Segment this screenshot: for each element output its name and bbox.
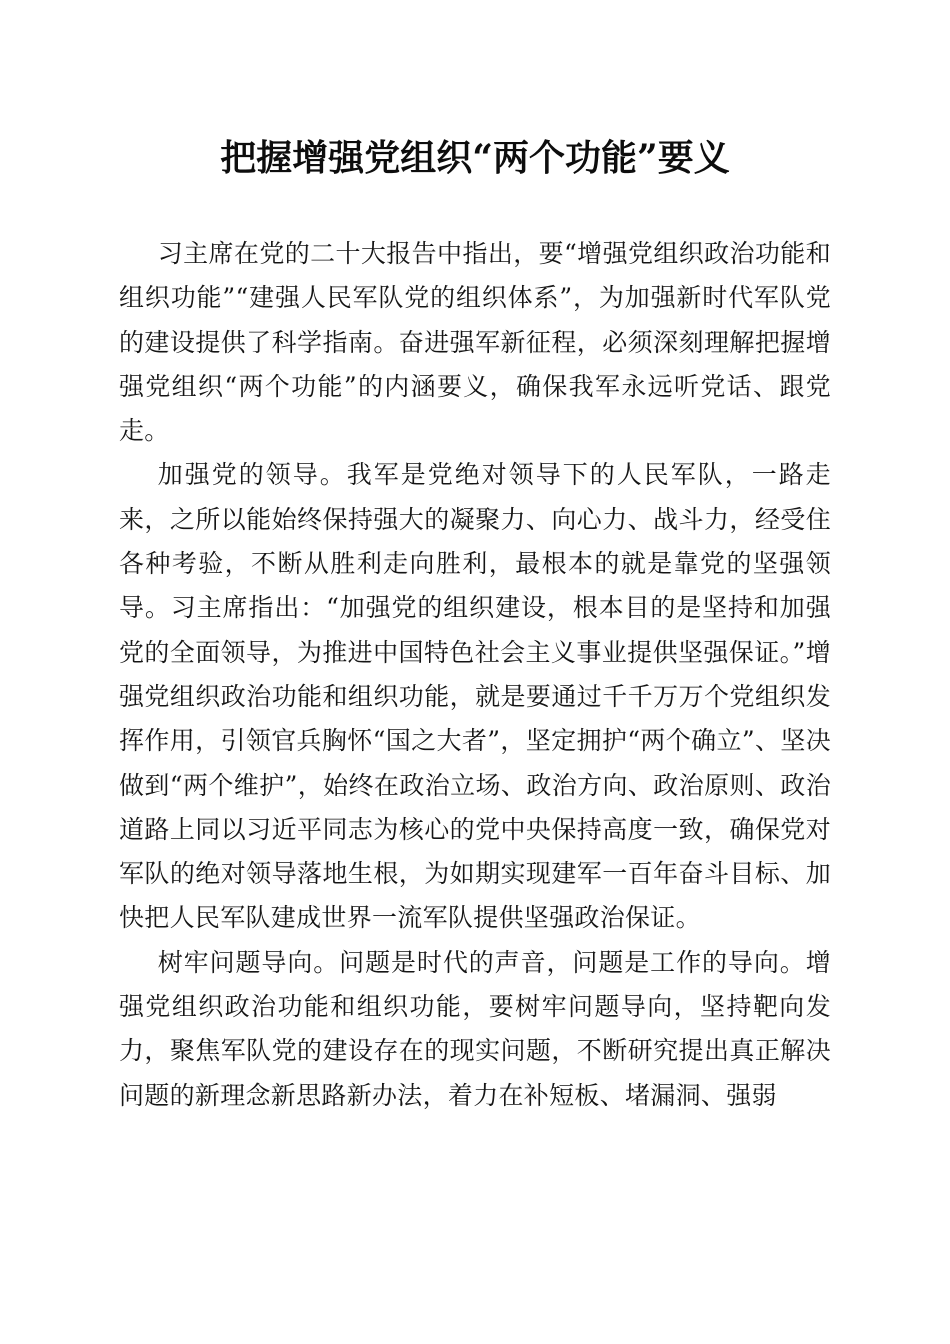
- paragraph-problem-orientation: 树牢问题导向。问题是时代的声音，问题是工作的导向。增强党组织政治功能和组织功能，要树牢问题导向，坚持靶向发力，聚焦军队党的建设存在的现实问题，不断研究提出真正解决问题的新理念新思路新办法，着力在补短板、堵漏洞、强弱: [119, 947, 831, 1110]
- paragraph-strengthen-leadership: 加强党的领导。我军是党绝对领导下的人民军队，一路走来，之所以能始终保持强大的凝聚力、向心力、战斗力，经受住各种考验，不断从胜利走向胜利，最根本的就是靠党的坚强领导。习主席指出：“加强党的组织建设，根本目的是坚持和加强党的全面领导，为推进中国特色社会主义事业提供坚强保证。”增强党组织政治功能和组织功能，就是要通过千千万万个党组织发挥作用，引领官兵胸怀“国之大者”，坚定拥护“两个确立”、坚决做到“两个维护”，始终在政治立场、政治方向、政治原则、政治道路上同以习近平同志为核心的党中央保持高度一致，确保党对军队的绝对领导落地生根，为如期实现建军一百年奋斗目标、加快把人民军队建成世界一流军队提供坚强政治保证。: [119, 460, 832, 933]
- page-title: 把握增强党组织“两个功能”要义: [220, 137, 730, 179]
- article-body: [119, 232, 831, 1118]
- paragraph-intro: 习主席在党的二十大报告中指出，要“增强党组织政治功能和组织功能”“建强人民军队党的组织体系”，为加强新时代军队党的建设提供了科学指南。奋进强军新征程，必须深刻理解把握增强党组织“两个功能”的内涵要义，确保我军永远听党话、跟党走。: [119, 239, 831, 446]
